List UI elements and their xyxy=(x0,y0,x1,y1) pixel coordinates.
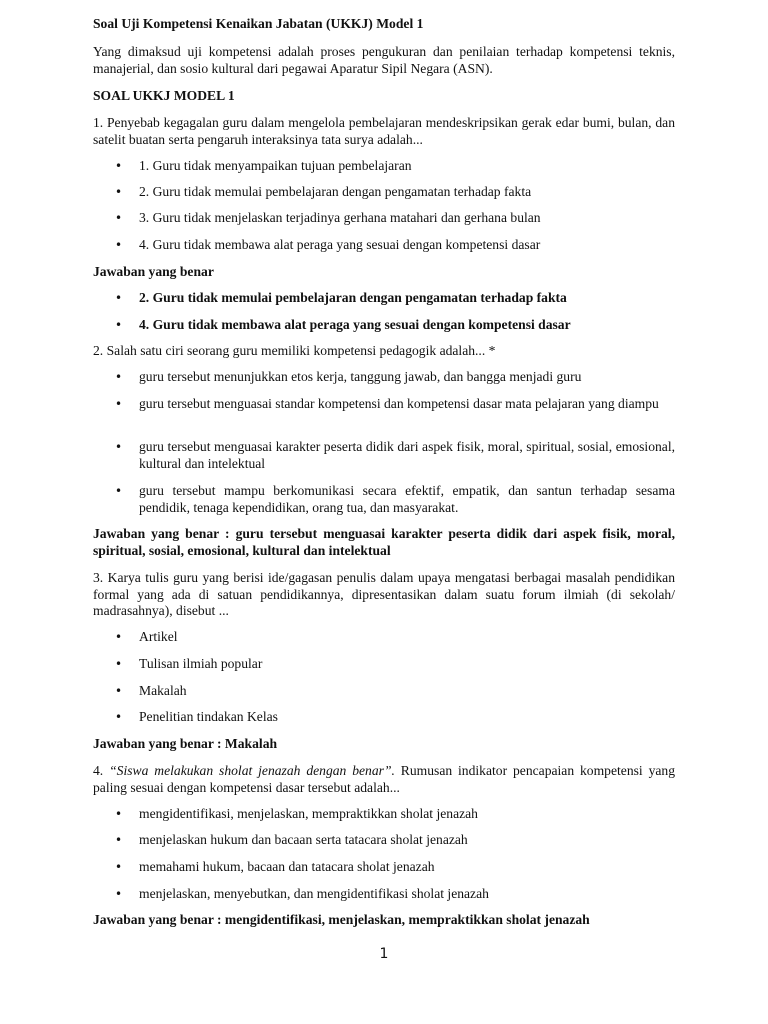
question-2-text: 2. Salah satu ciri seorang guru memiliki kompetensi pedagogik adalah... * xyxy=(93,343,496,358)
question-3-answer: Jawaban yang benar : Makalah xyxy=(93,736,278,751)
question-4-text xyxy=(93,763,675,796)
question-4-answer: Jawaban yang benar : mengidentifikasi, menjelaskan, mempraktikkan sholat jenazah xyxy=(93,912,590,927)
question-4-quote: “Siswa melakukan sholat jenazah dengan benar”. xyxy=(109,763,395,778)
question-2-answer: Jawaban yang benar : guru tersebut menguasai karakter peserta didik dari aspek fisik, moral, spiritual, sosial, emosional, kultural dan intelektual xyxy=(93,526,675,558)
question-1-option-4: • 4. Guru tidak membawa alat peraga yang sesuai dengan kompetensi dasar xyxy=(139,237,675,254)
question-3-text: 3. Karya tulis guru yang berisi ide/gagasan penulis dalam upaya mengatasi berbagai masalah pendidikan formal yang ada di satuan pendidikannya, dipresentasikan dalam suatu forum ilmiah (di sekolah/ madrasahnya), disebut ... xyxy=(93,570,675,618)
question-2-option-1: • guru tersebut menunjukkan etos kerja, tanggung jawab, dan bangga menjadi guru xyxy=(139,369,675,386)
question-4-text-rest: Rumusan indikator pencapaian kompetensi yang paling sesuai dengan kompetensi dasar tersebut adalah... xyxy=(93,763,675,795)
question-3-option-3: • Makalah xyxy=(139,683,675,700)
question-1-answer-2: • 4. Guru tidak membawa alat peraga yang sesuai dengan kompetensi dasar xyxy=(139,317,675,334)
page-number: 1 xyxy=(379,946,389,962)
question-1-option-1: • 1. Guru tidak menyampaikan tujuan pembelajaran xyxy=(139,158,675,175)
question-1-answer-1: • 2. Guru tidak memulai pembelajaran dengan pengamatan terhadap fakta xyxy=(139,290,675,307)
question-1-text: 1. Penyebab kegagalan guru dalam mengelola pembelajaran mendeskripsikan gerak edar bumi, bulan, dan satelit buatan serta pengaruh interaksinya tata surya adalah... xyxy=(93,115,675,147)
question-4-option-4: • menjelaskan, menyebutkan, dan mengidentifikasi sholat jenazah xyxy=(139,886,675,903)
question-4-option-1: • mengidentifikasi, menjelaskan, mempraktikkan sholat jenazah xyxy=(139,806,675,823)
question-1-answer-heading: Jawaban yang benar xyxy=(93,264,214,279)
document-title: Soal Uji Kompetensi Kenaikan Jabatan (UKKJ) Model 1 xyxy=(93,16,424,31)
question-4-option-2: • menjelaskan hukum dan bacaan serta tatacara sholat jenazah xyxy=(139,832,675,849)
question-4-option-3: • memahami hukum, bacaan dan tatacara sholat jenazah xyxy=(139,859,675,876)
section-heading: SOAL UKKJ MODEL 1 xyxy=(93,88,235,103)
question-3-option-1: • Artikel xyxy=(139,629,675,646)
question-2-option-2: • guru tersebut menguasai standar kompetensi dan kompetensi dasar mata pelajaran yang diampu xyxy=(139,396,675,413)
intro-paragraph: Yang dimaksud uji kompetensi adalah proses pengukuran dan penilaian terhadap kompetensi teknis, manajerial, dan sosio kultural dari pegawai Aparatur Sipil Negara (ASN). xyxy=(93,44,675,76)
question-3-option-2: • Tulisan ilmiah popular xyxy=(139,656,675,673)
question-2-option-4: • guru tersebut mampu berkomunikasi secara efektif, empatik, dan santun terhadap sesama pendidik, tenaga kependidikan, orang tua, dan masyarakat. xyxy=(139,483,675,516)
question-1-option-2: • 2. Guru tidak memulai pembelajaran dengan pengamatan terhadap fakta xyxy=(139,184,675,201)
question-3-option-4: • Penelitian tindakan Kelas xyxy=(139,709,675,726)
question-1-option-3: • 3. Guru tidak menjelaskan terjadinya gerhana matahari dan gerhana bulan xyxy=(139,210,675,227)
question-2-option-3: • guru tersebut menguasai karakter peserta didik dari aspek fisik, moral, spiritual, sosial, emosional, kultural dan intelektual xyxy=(139,439,675,472)
question-4-number: 4. xyxy=(93,763,110,778)
